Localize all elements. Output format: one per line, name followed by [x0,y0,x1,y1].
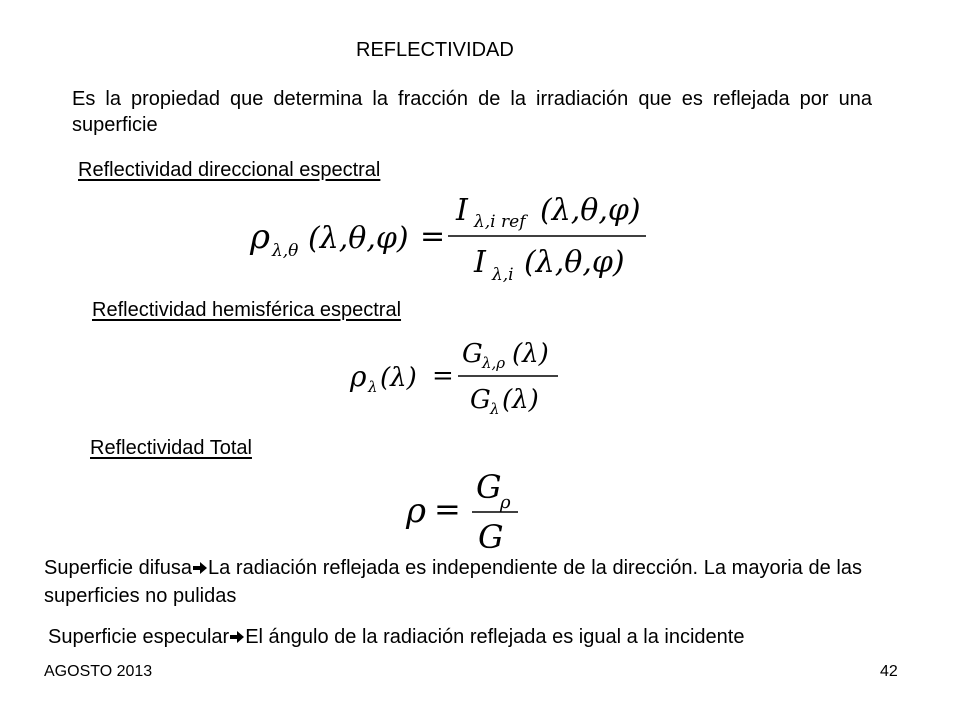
intro-paragraph: Es la propiedad que determina la fracción de la irradiación que es reflejada por una superficie [72,88,872,136]
right-arrow-icon [193,561,207,575]
eq2-num-subscript: λ,ρ [482,354,506,372]
specular-term: Superficie especular [48,626,230,648]
eq1-num-symbol: I [456,193,468,228]
footer-date: AGOSTO 2013 [44,663,153,680]
eq3-den-symbol: G [478,518,504,554]
right-arrow-icon [230,630,244,644]
eq2-lhs-symbol: ρ [350,360,367,393]
diffuse-term: Superficie difusa [44,557,192,579]
eq1-equals: = [420,219,446,254]
heading-hemispherical-spectral: Reflectividad hemisférica espectral [92,299,402,321]
eq1-den-symbol: I [474,245,486,280]
eq2-den-symbol: G [470,385,491,415]
page-number: 42 [880,663,898,680]
eq1-num-args: (λ,θ,φ) [540,193,641,228]
eq3-equals: = [434,490,461,528]
eq2-lhs-args: (λ) [380,363,417,393]
equation-total [400,464,540,554]
specular-text: El ángulo de la radiación reflejada es igual a la incidente [245,626,745,648]
eq2-equals: = [432,361,454,391]
eq1-den-args: (λ,θ,φ) [524,245,625,280]
eq1-den-subscript: λ,i [492,265,514,285]
diffuse-text: La radiación reflejada es independiente de la dirección. La mayoria de las superficies no pulidas [44,557,862,607]
eq2-den-subscript: λ [490,400,500,418]
eq2-num-symbol: G [462,339,483,369]
eq1-lhs-args: (λ,θ,φ) [308,221,409,256]
heading-total: Reflectividad Total [90,437,252,459]
eq1-lhs-subscript: λ,θ [272,241,299,261]
eq3-num-subscript: ρ [500,492,511,513]
eq1-num-subscript: λ,i ref [474,212,526,232]
eq2-num-args: (λ) [512,339,549,369]
eq3-num-symbol: G [476,468,502,506]
eq2-lhs-subscript: λ [368,378,378,396]
specular-surface-paragraph [48,625,744,649]
eq3-lhs-symbol: ρ [406,491,426,531]
diffuse-surface-paragraph [44,554,862,610]
eq1-lhs-symbol: ρ [250,217,270,257]
equation-directional-spectral [240,186,660,286]
eq2-den-args: (λ) [502,385,539,415]
heading-directional-spectral: Reflectividad direccional espectral [78,159,381,181]
slide-title: REFLECTIVIDAD [356,39,514,61]
equation-hemispherical-spectral [340,334,580,424]
